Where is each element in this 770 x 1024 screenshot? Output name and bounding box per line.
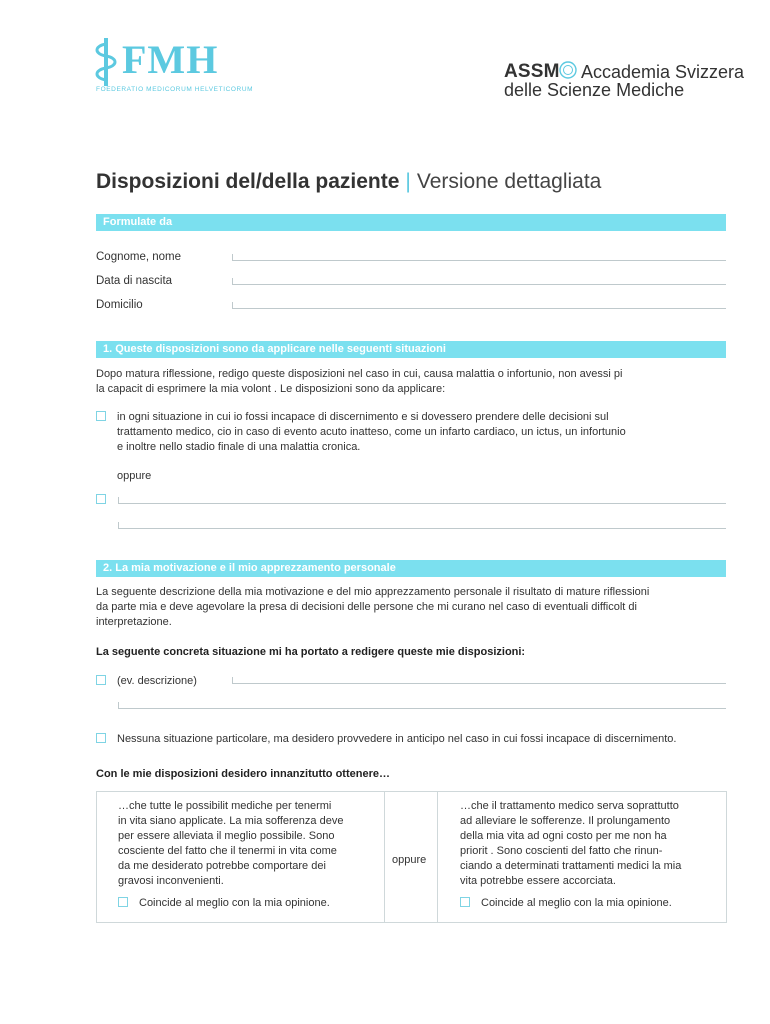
agree-right-label: Coincide al meglio con la mia opinione. — [481, 897, 672, 909]
left-option-line: per essere alleviata il meglio possibile. Sono — [118, 830, 335, 842]
option-custom-checkbox[interactable] — [96, 494, 106, 504]
assm-logo-abbr: ASSM — [504, 61, 560, 82]
left-option-line: in vita siano applicate. La mia sofferenza deve — [118, 815, 344, 827]
no-situation-checkbox[interactable] — [96, 733, 106, 743]
birthdate-field[interactable] — [232, 284, 726, 285]
page-title — [96, 168, 601, 196]
assm-logo-line2: delle Scienze Mediche — [504, 80, 685, 100]
custom-situation-field-line2[interactable] — [118, 528, 726, 529]
left-option-line: …che tutte le possibilit mediche per tenermi — [118, 800, 332, 812]
assm-seal-icon — [559, 61, 577, 79]
right-option-line: priorit . Sono coscienti del fatto che rinun- — [460, 845, 663, 857]
section1-intro-line2: la capacit di esprimere la mia volont . Le disposizioni sono da applicare: — [96, 383, 446, 395]
option-every-situation-line2: trattamento medico, cio in caso di evento acuto inatteso, come un infarto cardiaco, un ictus, un infortunio — [117, 426, 626, 438]
section1-intro-line1: Dopo matura riflessione, redigo queste disposizioni nel caso in cui, causa malattia o infortunio, non avessi pi — [96, 368, 623, 380]
section-header-2 — [96, 560, 726, 577]
field-label-name: Cognome, nome — [96, 251, 182, 263]
right-option-text — [460, 799, 703, 889]
right-option-line: della mia vita ad ogni costo per me non ha — [460, 830, 667, 842]
fmh-logo-subtitle: FOEDERATIO MEDICORUM HELVETICORUM — [96, 86, 254, 93]
left-option-text — [118, 799, 362, 889]
section2-intro-line3: interpretazione. — [96, 616, 172, 628]
fmh-staff-icon — [92, 36, 120, 88]
description-field[interactable] — [232, 683, 726, 684]
section-header-label: Formulate da — [103, 216, 173, 228]
section-header-label: 1. Queste disposizioni sono da applicare nelle seguenti situazioni — [103, 343, 446, 355]
left-option-line: cosciente del fatto che il tenermi in vita come — [118, 845, 337, 857]
agree-right-checkbox[interactable] — [460, 897, 470, 907]
domicile-field[interactable] — [232, 308, 726, 309]
left-option-line: gravosi inconvenienti. — [118, 875, 224, 887]
section2-intro-line2: da parte mia e deve agevolare la presa di decisioni delle persone che mi curano nel caso di eventuali difficolt di — [96, 601, 637, 613]
title-subtitle: Versione dettagliata — [416, 170, 602, 193]
agree-left-checkbox[interactable] — [118, 897, 128, 907]
situation-heading: La seguente concreta situazione mi ha portato a redigere queste mie disposizioni: — [96, 646, 526, 658]
box-divider-right — [437, 791, 438, 922]
box-divider-left — [384, 791, 385, 922]
section-header-formulate — [96, 214, 726, 231]
assm-logo-line1: Accademia Svizzera — [581, 62, 745, 82]
option-every-situation-checkbox[interactable] — [96, 411, 106, 421]
fmh-logo-text: FMH — [122, 37, 219, 82]
custom-situation-field[interactable] — [118, 503, 726, 504]
description-label: (ev. descrizione) — [117, 675, 197, 687]
middle-or-label: oppure — [392, 854, 427, 866]
right-option-line: ciando a determinati trattamenti medici la mia — [460, 860, 682, 872]
option-every-situation-line1: in ogni situazione in cui io fossi incapace di discernimento e si dovessero prendere delle decisioni sul — [117, 411, 609, 423]
title-bold: Disposizioni del/della paziente — [96, 170, 400, 193]
option-every-situation-line3: e inoltre nello stadio finale di una malattia cronica. — [117, 441, 361, 453]
right-option-line: …che il trattamento medico serva soprattutto — [460, 800, 679, 812]
section2-intro-line1: La seguente descrizione della mia motivazione e del mio apprezzamento personale il risultato di mature riflessioni — [96, 586, 650, 598]
field-label-birthdate: Data di nascita — [96, 275, 173, 287]
goal-heading: Con le mie disposizioni desidero innanzitutto ottenere… — [96, 768, 390, 780]
field-label-domicile: Domicilio — [96, 299, 143, 311]
section-header-1 — [96, 341, 726, 358]
title-separator: | — [405, 170, 411, 193]
no-situation-label: Nessuna situazione particolare, ma desidero provvedere in anticipo nel caso in cui fossi incapace di discernimento. — [117, 733, 677, 745]
left-option-line: da me desiderato potrebbe comportare dei — [118, 860, 326, 872]
name-field[interactable] — [232, 260, 726, 261]
section-header-label: 2. La mia motivazione e il mio apprezzamento personale — [103, 562, 396, 574]
or-label: oppure — [117, 470, 152, 482]
description-field-line2[interactable] — [118, 708, 726, 709]
agree-left-label: Coincide al meglio con la mia opinione. — [139, 897, 330, 909]
right-option-line: vita potrebbe essere accorciata. — [460, 875, 616, 887]
description-checkbox[interactable] — [96, 675, 106, 685]
right-option-line: ad alleviare le sofferenze. Il prolungamento — [460, 815, 671, 827]
